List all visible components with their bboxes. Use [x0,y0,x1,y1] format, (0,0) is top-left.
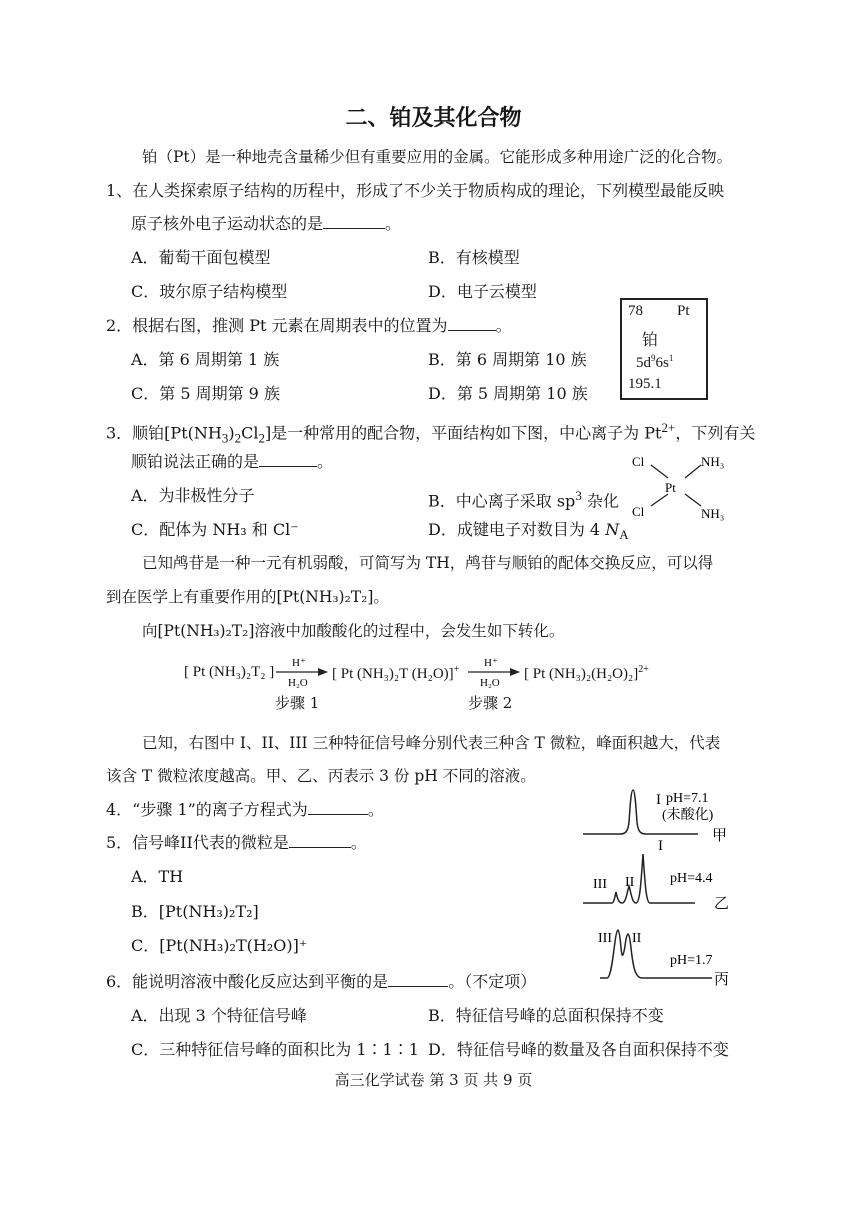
q2-stem: 2．根据右图，推测 Pt 元素在周期表中的位置为 。 [106,316,512,335]
section-title: 二、铂及其化合物 [345,106,522,131]
spectrum-jia-ph: pH=7.1 [666,791,709,806]
q3-option-d: D．成键电子对数目为 4 $N_A$ [428,520,629,543]
ligand-cl-bottom: Cl [632,504,645,519]
svg-text:H₂O: H₂O [288,677,308,689]
q1-option-a: A．葡萄干面包模型 [131,248,271,267]
para1-line2: 到在医学上有重要作用的[Pt(NH₃)₂T₂]。 [106,588,389,606]
q5-stem: 5．信号峰II代表的微粒是 。 [106,833,367,852]
intro-paragraph: 铂（Pt）是一种地壳含量稀少但有重要应用的金属。它能形成多种用途广泛的化合物。 [142,148,733,166]
para3-line1: 已知，右图中 I、II、III 三种特征信号峰分别代表三种含 T 微粒，峰面积越大，代表 [142,734,721,752]
q1-stem-line1: 1、在人类探索原子结构的历程中，形成了不少关于物质构成的理论，下列模型最能反映 [106,181,725,200]
signal-peak-spectra [580,786,740,998]
atomic-mass: 195.1 [628,376,662,392]
step2-label: 步骤 2 [468,694,513,712]
spectrum-jia-note: (未酸化) [662,808,714,823]
answer-blank[interactable] [388,972,448,987]
ligand-nh3-bottom: NH₃ [701,506,725,521]
q3-option-a: A．为非极性分子 [131,486,255,505]
q6-option-b: B．特征信号峰的总面积保持不变 [428,1006,664,1025]
q5-option-c: C．[Pt(NH₃)₂T(H₂O)]⁺ [131,936,308,955]
spectrum-bing-name: 丙 [714,972,730,988]
product-species: [ Pt (NH₃)₂(H₂O)₂]$^{2+}$ [524,664,649,682]
q1-option-d: D．电子云模型 [428,282,537,301]
step2-arrow [464,654,524,690]
q4-stem: 4．“步骤 1”的离子方程式为 。 [106,800,384,819]
svg-text:H⁺: H⁺ [484,657,498,669]
spectrum-jia-name: 甲 [712,828,728,844]
answer-blank[interactable] [448,316,496,331]
q3-stem-line2: 顺铂说法正确的是 。 [131,452,334,471]
q1-option-b: B．有核模型 [428,248,520,267]
spectrum-yi-ph: pH=4.4 [670,871,713,886]
q2-option-c: C．第 5 周期第 9 族 [131,384,280,403]
q2-option-b: B．第 6 周期第 10 族 [428,350,587,369]
step1-label: 步骤 1 [275,694,320,712]
page-footer: 高三化学试卷 第 3 页 共 9 页 [334,1071,533,1089]
q6-option-c: C．三种特征信号峰的面积比为 1∶1∶1 [131,1040,419,1059]
ligand-nh3-top: NH₃ [701,454,725,469]
para3-line2: 该含 T 微粒浓度越高。甲、乙、丙表示 3 份 pH 不同的溶液。 [106,767,536,785]
q6-option-a: A．出现 3 个特征信号峰 [131,1006,307,1025]
q5-option-b: B．[Pt(NH₃)₂T₂] [131,902,259,921]
cisplatin-structure [625,448,735,526]
answer-blank[interactable] [308,800,368,815]
q3-stem-line1: 3．顺铂$[Pt(NH_3)_2Cl_2]$是一种常用的配合物，平面结构如下图，中心离子为 $Pt^{2+}$，下列有关 [106,420,756,446]
q6-option-d: D．特征信号峰的数量及各自面积保持不变 [428,1040,729,1059]
intermediate-species: [ Pt (NH₃)₂T (H₂O)]+ [332,664,460,682]
spectrum-jia-peak-i: I [656,792,661,808]
spectrum-yi-peak-ii: II [625,875,635,890]
para1-line1: 已知鸬苷是一种一元有机弱酸，可简写为 TH，鸬苷与顺铂的配体交换反应，可以得 [142,554,714,572]
pt-element-card [620,298,708,400]
svg-text:H⁺: H⁺ [292,657,306,669]
electron-config: $5d^96s^1$ [636,353,674,371]
q5-option-a: A．TH [131,867,184,886]
answer-blank[interactable] [289,833,351,848]
step1-arrow [272,654,332,690]
q2-option-a: A．第 6 周期第 1 族 [131,350,280,369]
q6-stem: 6．能说明溶液中酸化反应达到平衡的是 。（不定项） [106,972,537,991]
spectrum-yi-peak-iii: III [593,877,607,892]
element-name: 铂 [642,330,659,349]
spectrum-bing-ph: pH=1.7 [670,953,713,968]
q3-option-b: B．中心离子采取 $sp^3$ 杂化 [428,488,619,511]
atomic-number: 78 [628,303,643,319]
q2-option-d: D．第 5 周期第 10 族 [428,384,588,403]
para2: 向[Pt(NH₃)₂T₂]溶液中加酸酸化的过程中，会发生如下转化。 [142,622,565,640]
spectrum-bing-peak-ii: II [632,931,642,946]
spectrum-yi-peak-i: I [658,838,663,854]
q1-option-c: C．玻尔原子结构模型 [131,282,288,301]
reactant-species: [ Pt (NH₃)₂T₂ ] [184,664,275,680]
element-symbol: Pt [677,303,690,319]
svg-text:H₂O: H₂O [480,677,500,689]
q1-stem-line2: 原子核外电子运动状态的是 。 [131,214,402,233]
center-atom: Pt [665,480,676,495]
ligand-cl-top: Cl [632,454,645,469]
answer-blank[interactable] [323,214,385,229]
q3-option-c: C．配体为 NH₃ 和 Cl⁻ [131,520,299,539]
answer-blank[interactable] [259,452,317,467]
spectrum-yi-name: 乙 [714,896,730,912]
spectrum-bing-peak-iii: III [598,931,612,946]
